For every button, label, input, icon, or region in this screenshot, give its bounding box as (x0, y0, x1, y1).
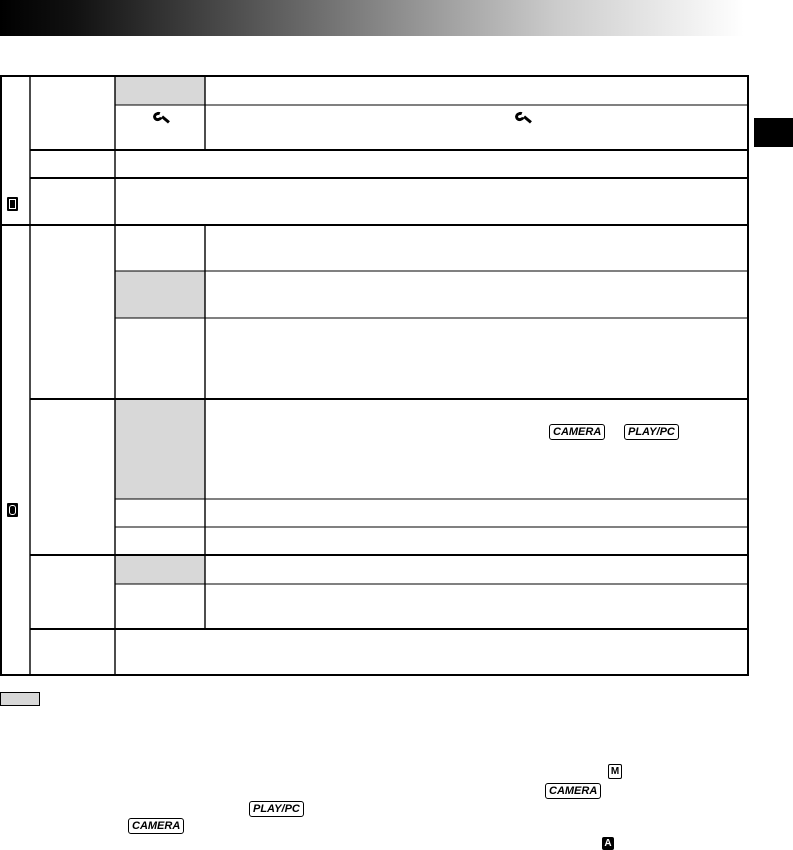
cell-default-shade-2 (115, 271, 205, 318)
play-pc-mode-badge: PLAY/PC (624, 424, 679, 440)
cell-default-shade-4 (115, 555, 205, 584)
manual-mode-badge: M (608, 764, 622, 779)
camera-mode-badge: CAMERA (128, 818, 184, 834)
default-setting-swatch (0, 692, 40, 706)
wrench-icon (512, 110, 534, 126)
cell-default-shade-3 (115, 399, 205, 499)
table-rules (1, 76, 748, 675)
display-menu-icon (7, 197, 18, 211)
play-pc-mode-badge: PLAY/PC (249, 801, 304, 817)
camera-mode-badge: CAMERA (549, 424, 605, 440)
camera-mode-badge: CAMERA (545, 783, 601, 799)
camera-menu-icon (7, 503, 18, 517)
cell-default-shade-1 (115, 77, 205, 105)
wrench-icon (150, 110, 172, 126)
auto-mode-badge: A (602, 837, 614, 850)
